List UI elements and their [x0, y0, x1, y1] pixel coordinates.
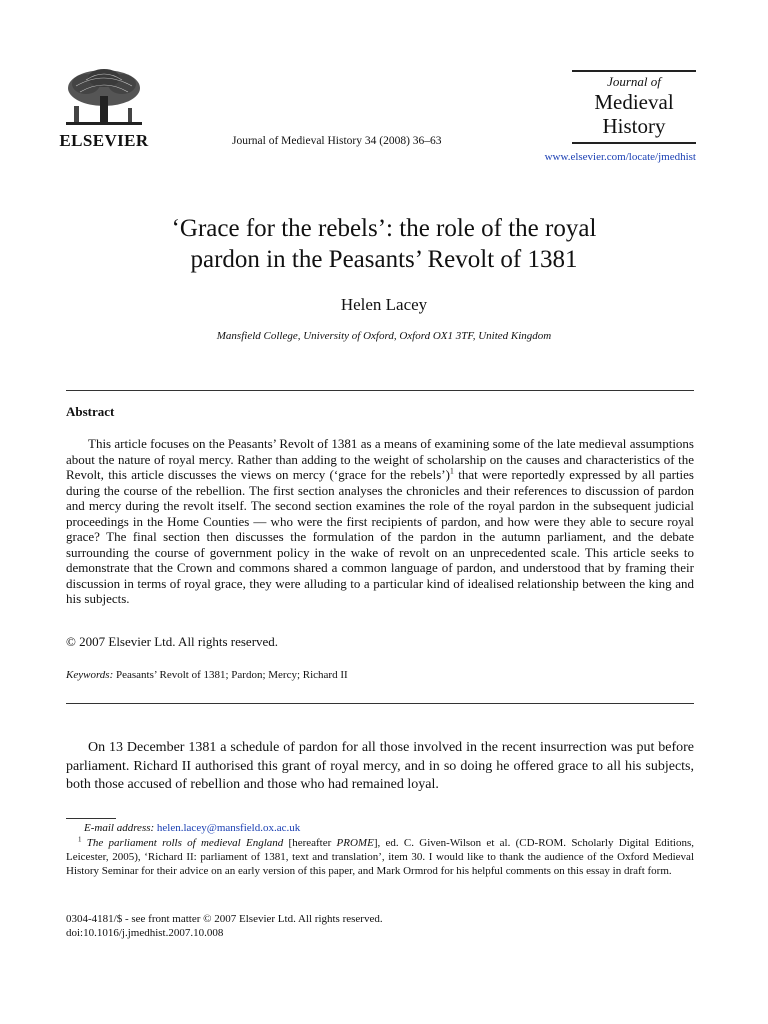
journal-name [572, 90, 696, 138]
journal-name-line2: History [602, 114, 666, 138]
keywords-label: Keywords: [66, 669, 114, 681]
author-affiliation: Mansfield College, University of Oxford, Oxford OX1 3TF, United Kingdom [216, 330, 552, 342]
author-name: Helen Lacey [340, 295, 428, 314]
abstract-bottom-rule [66, 703, 694, 704]
article-title-line2: pardon in the Peasants’ Revolt of 1381 [190, 246, 578, 273]
journal-of-label: Journal of [607, 74, 661, 89]
footnote-marker-link[interactable]: 1 [449, 466, 454, 476]
abstract-heading: Abstract [66, 404, 115, 419]
footnote-1-text-a: [hereafter [283, 837, 337, 849]
footnote-1-text-b: ], ed. C. Given-Wilson et al. (CD-ROM. Scholarly Digital Editions, Leicester, 2005), ‘Richard II: parliament of 1381, text and translation’, item 30. I would like to thank the audience of the Oxford Medieval History Seminar for their advice on an early version of this paper, and Mark Ormrod for his helpful comments on this essay in draft form. [66, 837, 694, 877]
doi-link[interactable]: doi:10.1016/j.jmedhist.2007.10.008 [66, 927, 224, 939]
abstract-top-rule [66, 390, 694, 391]
abstract-text-part1: This article focuses on the Peasants’ Revolt of 1381 as a means of examining some of the late medieval assumptions about the nature of royal mercy. Rather than adding to the weight of scholarship on the causes and characteristics of the Revolt, this article discusses the views on mercy (‘grace for the rebels’) [66, 436, 694, 482]
journal-citation: Journal of Medieval History 34 (2008) 36–63 [232, 135, 442, 147]
tree-icon [56, 66, 152, 130]
author-email [66, 822, 300, 834]
email-link[interactable]: helen.lacey@mansfield.ox.ac.uk [154, 822, 301, 834]
email-label: E-mail address: [84, 822, 155, 834]
masthead-rule [572, 142, 696, 144]
issn-line: 0304-4181/$ - see front matter © 2007 Elsevier Ltd. All rights reserved. [66, 913, 383, 925]
elsevier-tree-logo [56, 66, 152, 130]
journal-name-line1: Medieval [594, 90, 674, 114]
footnote-1-marker: 1 [78, 835, 82, 844]
footnote-1-italic: The parliament rolls of medieval England [86, 837, 284, 849]
abstract-copyright: © 2007 Elsevier Ltd. All rights reserved. [66, 634, 279, 649]
abstract-text-part2: that were reportedly expressed by all parties during the course of the rebellion. The first section analyses the chronicles and their references to discussion of pardon and mercy during the revolt itself. The second section examines the role of the royal pardon in the subsequent judicial proceedings in the Home Counties — who were the first recipients of pardon, and how were they able to secure royal grace? The final section then discusses the formulation of the pardon in the autumn parliament, and the debate surrounding the course of government policy in the wake of revolt on an unprecedented scale. This article seeks to demonstrate that the Crown and commons shared a common language of pardon, and understood that by framing their discussion in terms of royal grace, they were alluding to a particular kind of idealised relationship between the king and his subjects. [66, 467, 694, 606]
abstract-text [66, 436, 694, 607]
article-title [60, 213, 708, 275]
footnote-rule [66, 818, 116, 819]
footnote-1 [66, 836, 694, 878]
keywords-list: Peasants’ Revolt of 1381; Pardon; Mercy; Richard II [113, 669, 348, 681]
keywords [66, 669, 348, 681]
publisher-name: ELSEVIER [59, 131, 149, 150]
footnote-1-italic2: PROME [336, 837, 374, 849]
article-title-line1: ‘Grace for the rebels’: the role of the royal [171, 215, 597, 242]
journal-url-link[interactable]: www.elsevier.com/locate/jmedhist [544, 151, 696, 163]
journal-masthead [572, 70, 696, 144]
body-paragraph: On 13 December 1381 a schedule of pardon for all those involved in the recent insurrection was put before parliament. Richard II authorised this grant of royal mercy, and in so doing he offered grace to all his subjects, both those accused of rebellion and those who had remained loyal. [66, 740, 694, 792]
